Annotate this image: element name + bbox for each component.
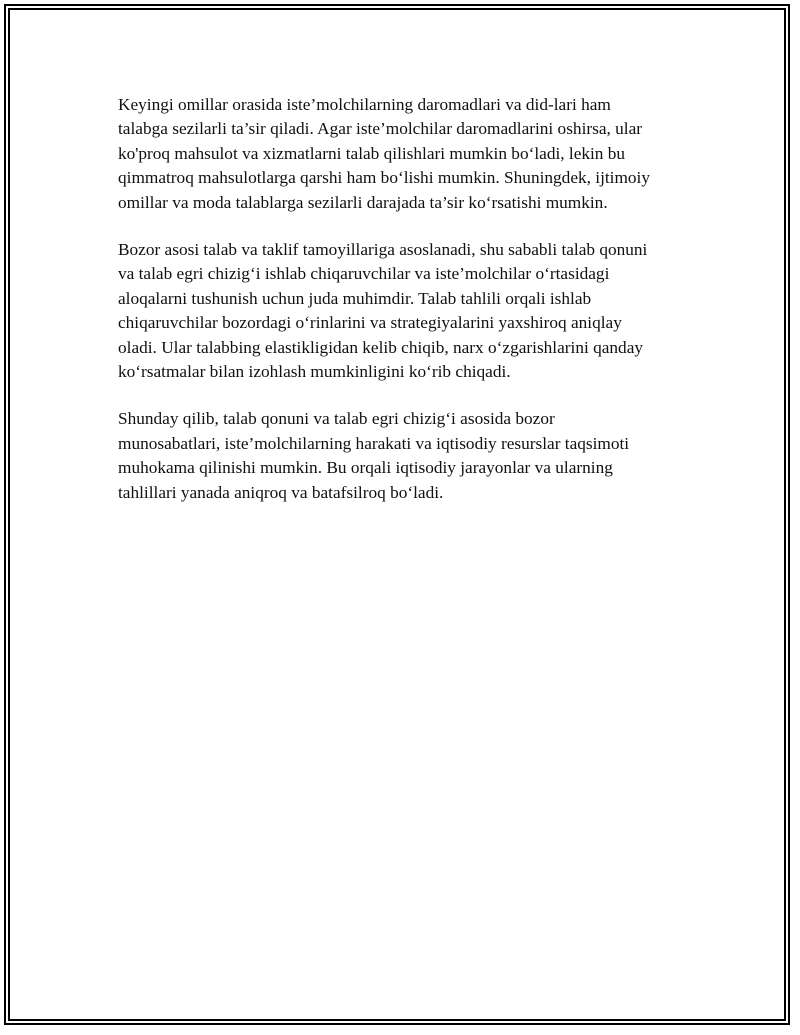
document-body xyxy=(118,93,708,528)
paragraph-2: Bozor asosi talab va taklif tamoyillariga asoslanadi, shu sababli talab qonuni va talab egri chizig‘i ishlab chiqaruvchilar va iste’molchilar o‘rtasidagi aloqalarni tushunish uchun juda muhimdir. Talab tahlili orqali ishlab chiqaruvchilar bozordagi o‘rinlarini va strategiyalarini yaxshiroq aniqlay oladi. Ular talabbing elastikligidan kelib chiqib, narx o‘zgarishlarini qanday ko‘rsatmalar bilan izohlash mumkinligini ko‘rib chiqadi. xyxy=(118,240,648,382)
paragraph-3: Shunday qilib, talab qonuni va talab egri chizig‘i asosida bozor munosabatlari, iste’molchilarning harakati va iqtisodiy resurslar taqsimoti muhokama qilinishi mumkin. Bu orqali iqtisodiy jarayonlar va ularning tahlillari yanada aniqroq va batafsilroq bo‘ladi. xyxy=(118,409,630,502)
paragraph-1: Keyingi omillar orasida iste’molchilarning daromadlari va did-lari ham talabga sezilarli ta’sir qiladi. Agar iste’molchilar daromadlarini oshirsa, ular ko'proq mahsulot va xizmatlarni talab qilishlari mumkin bo‘ladi, lekin bu qimmatroq mahsulotlarga qarshi ham bo‘lishi mumkin. Shuningdek, ijtimoiy omillar va moda talablarga sezilarli darajada ta’sir ko‘rsatishi mumkin. xyxy=(118,95,650,212)
